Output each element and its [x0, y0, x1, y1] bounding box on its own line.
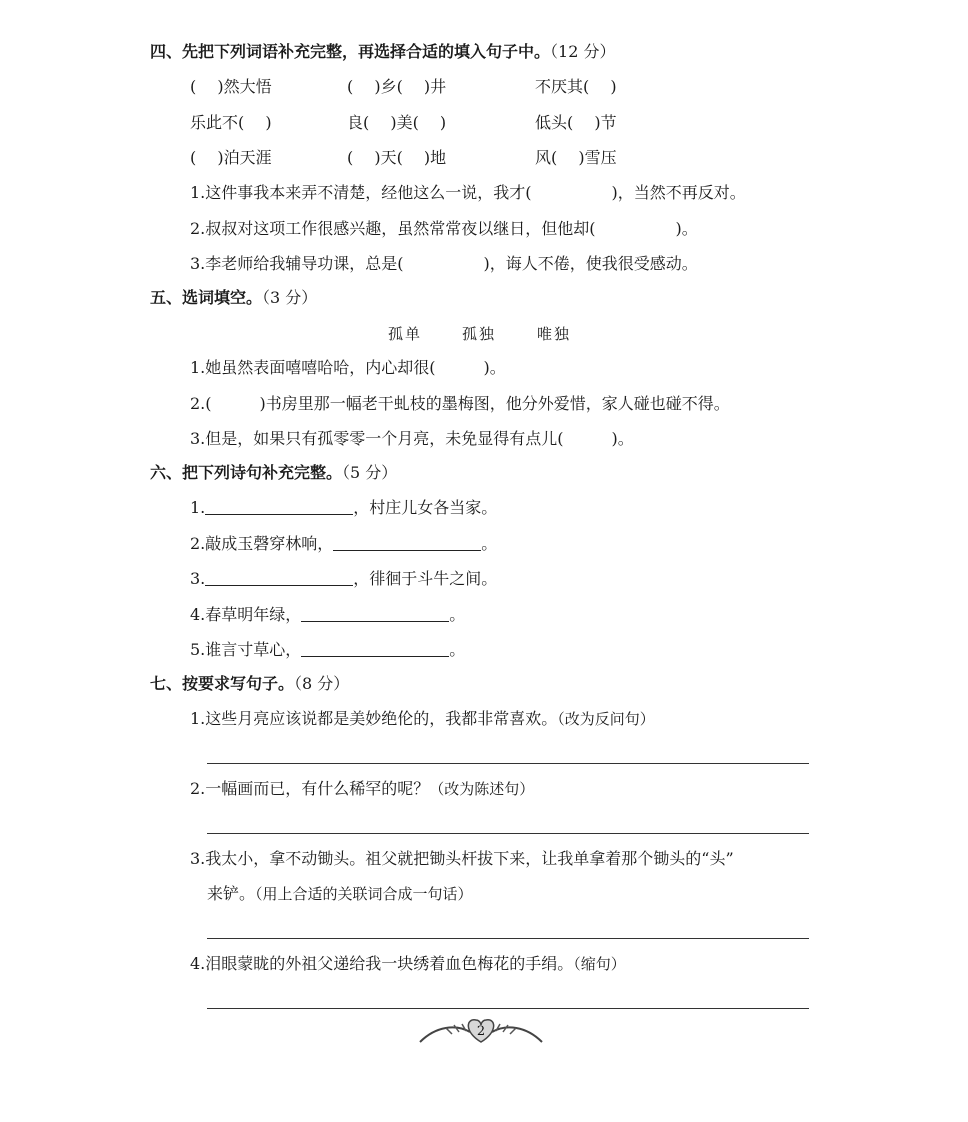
poem-line-text: 2.敲成玉磬穿林响，	[190, 534, 334, 553]
fill-blank[interactable]	[301, 605, 449, 622]
poem-line-text: ，村庄儿女各当家。	[353, 498, 498, 517]
poem-line-end: 。	[449, 605, 466, 624]
word-item: 良( )美( )	[347, 113, 447, 132]
section-5-title: 五、选词填空。	[150, 288, 263, 307]
sentence-question-2	[190, 779, 534, 799]
poem-line-text: 5.谁言寸草心，	[190, 640, 302, 659]
word-item: ( )然大悟	[190, 77, 272, 96]
question-hint: （改为陈述句）	[429, 780, 535, 798]
word-item: 不厌其( )	[535, 77, 617, 96]
question-text: 1.这些月亮应该说都是美妙绝伦的，我都非常喜欢。	[190, 709, 558, 728]
question-hint: （缩句）	[573, 955, 626, 973]
section-4-title: 四、先把下列词语补充完整，再选择合适的填入句子中。	[150, 42, 551, 61]
word-item: ( )乡( )井	[347, 77, 447, 96]
section-4-score: （12 分）	[550, 42, 616, 61]
poem-question-4	[190, 605, 465, 625]
section-6-score: （5 分）	[342, 463, 398, 482]
section-4-heading	[150, 42, 615, 62]
sentence-question-1	[190, 709, 655, 729]
word-item: ( )泊天涯	[190, 148, 272, 167]
question-text: 2.一幅画而已，有什么稀罕的呢？	[190, 779, 430, 798]
fill-blank[interactable]	[333, 534, 481, 551]
fill-blank[interactable]	[205, 498, 353, 515]
answer-line[interactable]	[207, 833, 809, 834]
sentence-question-3-line-2	[207, 884, 473, 904]
word-choice: 孤单	[388, 325, 423, 343]
word-item: 风( )雪压	[535, 148, 617, 167]
fill-blank[interactable]	[205, 569, 353, 586]
section-5-question-1: 1.她虽然表面嘻嘻哈哈，内心却很( )。	[190, 358, 506, 377]
section-4-question-3: 3.李老师给我辅导功课，总是( )，诲人不倦，使我很受感动。	[190, 254, 698, 273]
question-text: 来铲。	[207, 884, 256, 903]
word-choice: 孤独	[462, 325, 497, 343]
section-6-title: 六、把下列诗句补充完整。	[150, 463, 343, 482]
section-5-question-2: 2.( )书房里那一幅老干虬枝的墨梅图，他分外爱惜，家人碰也碰不得。	[190, 394, 730, 413]
section-5-question-3: 3.但是，如果只有孤零零一个月亮，未免显得有点儿( )。	[190, 429, 634, 448]
answer-line[interactable]	[207, 938, 809, 939]
poem-question-3	[190, 569, 497, 589]
word-item: 乐此不( )	[190, 113, 272, 132]
section-7-score: （8 分）	[294, 674, 350, 693]
question-number: 3.	[190, 569, 206, 588]
word-item: 低头( )节	[535, 113, 617, 132]
poem-question-5	[190, 640, 465, 660]
fill-blank[interactable]	[301, 640, 449, 657]
question-text: 4.泪眼蒙眬的外祖父递给我一块绣着血色梅花的手绢。	[190, 954, 574, 973]
section-7-title: 七、按要求写句子。	[150, 674, 295, 693]
poem-line-text: ，徘徊于斗牛之间。	[353, 569, 498, 588]
question-hint: （用上合适的关联词合成一句话）	[255, 885, 473, 903]
question-hint: （改为反问句）	[557, 710, 655, 728]
section-6-heading	[150, 463, 397, 483]
poem-line-end: 。	[449, 640, 466, 659]
poem-line-end: 。	[481, 534, 498, 553]
word-item: ( )天( )地	[347, 148, 447, 167]
section-4-question-1: 1.这件事我本来弄不清楚，经他这么一说，我才( )，当然不再反对。	[190, 183, 746, 202]
section-4-question-2: 2.叔叔对这项工作很感兴趣，虽然常常夜以继日，但他却( )。	[190, 219, 698, 238]
answer-line[interactable]	[207, 1008, 809, 1009]
page-number-ornament	[416, 1012, 546, 1048]
poem-line-text: 4.春草明年绿，	[190, 605, 302, 624]
page-number: 2	[476, 1024, 486, 1039]
sentence-question-3-line-1: 3.我太小，拿不动锄头。祖父就把锄头杆拔下来，让我单拿着那个锄头的“头”	[190, 849, 734, 868]
answer-line[interactable]	[207, 763, 809, 764]
question-number: 1.	[190, 498, 206, 517]
section-5-heading	[150, 288, 317, 308]
section-7-heading	[150, 674, 349, 694]
poem-question-2	[190, 534, 497, 554]
poem-question-1	[190, 498, 497, 518]
section-5-score: （3 分）	[262, 288, 318, 307]
word-choice: 唯独	[537, 325, 572, 343]
sentence-question-4	[190, 954, 626, 974]
